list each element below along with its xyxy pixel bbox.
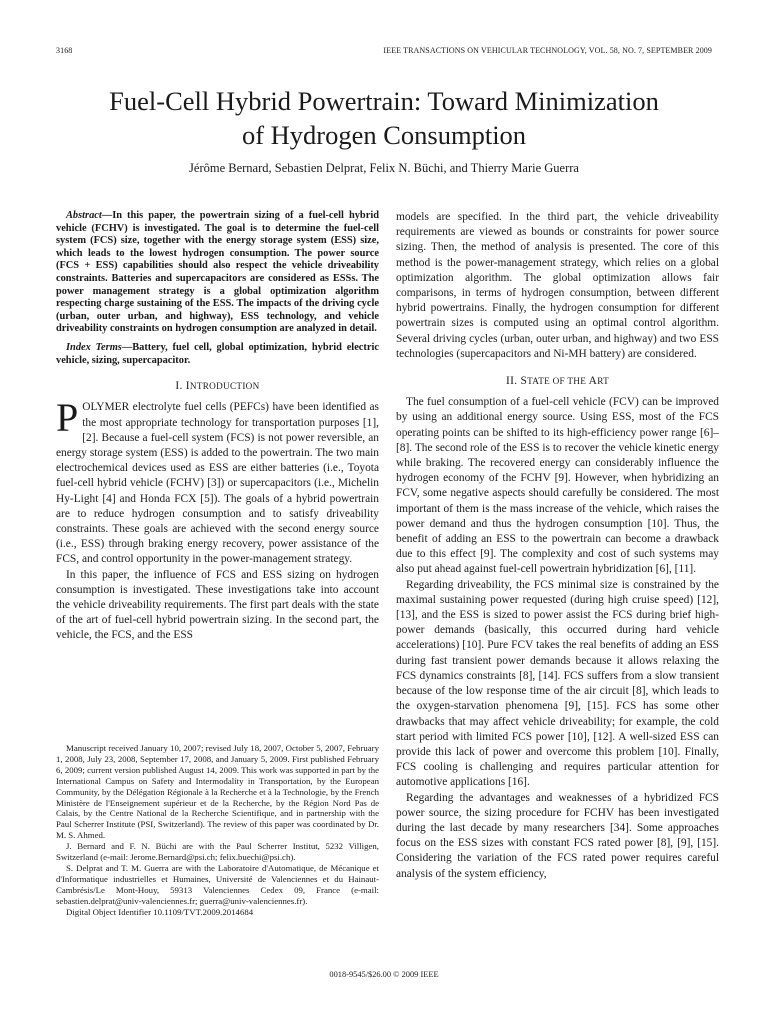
intro-paragraph-1: POLYMER electrolyte fuel cells (PEFCs) have been identified as the most appropriate technology for transportation purposes [1], [2]. Because a fuel-cell system (FCS) is not power reversible, an energy storage system (ESS) is added to the powertrain. The two main electrochemical devices used as ESS are either batteries (i.e., Toyota fuel-cell hybrid vehicle (FCHV) [3]) or supercapacitors (i.e., Michelin Hy-Light [4] and Honda FCX [5]). The goals of a hybrid powertrain are to reduce hydrogen consumption and to satisfy driveability constraints. These goals are achieved with the second energy source (i.e., ESS) through braking energy recovery, power assistance of the FCS, and control opportunity in the power-management strategy. bbox=[56, 395, 379, 566]
footnote-manuscript: Manuscript received January 10, 2007; revised July 18, 2007, October 5, 2007, February 1, 2008, July 23, 2008, September 17, 2008, and January 5, 2009. First published February 6, 2009; current version published August 14, 2009. This work was supported in part by the International Campus on Safety and Intermodality in Transportation, by the European Community, by the Délégation Régionale à la Recherche et à la Technologie, by the French Ministère de l'Enseignement supérieur et de la Recherche, by the Région Nord Pas de Calais, by the Centre National de la Recherche Scientifique, and in partnership with the Paul Scherrer Institute (PSI, Switzerland). The review of this paper was coordinated by Dr. M. S. Ahmed. bbox=[56, 743, 379, 841]
paper-title bbox=[40, 84, 728, 152]
left-column bbox=[56, 210, 379, 644]
section-heading-state-of-art: II. STATE OF THE ART bbox=[505, 375, 609, 388]
running-header: IEEE TRANSACTIONS ON VEHICULAR TECHNOLOGY, VOL. 58, NO. 7, SEPTEMBER 2009 bbox=[383, 46, 712, 55]
intro-paragraph-2: In this paper, the influence of FCS and ESS sizing on hydrogen consumption is investigated. These investigations take into account the vehicle driveability requirements. The first part deals with the state of the art of fuel-cell hybrid powertrain sizing. In the second part, the vehicle, the FCS, and the ESS bbox=[56, 568, 379, 642]
section-heading-introduction: I. INTRODUCTION bbox=[175, 380, 260, 393]
soa-paragraph-1: The fuel consumption of a fuel-cell vehicle (FCV) can be improved by using an additional energy source. Using ESS, most of the FCS operating points can be shifted to its high-efficiency power range [6]–[8]. The second role of the ESS is to recover the vehicle kinetic energy while braking. The recovered energy can considerably influence the hydrogen economy of the FCHV [9]. However, when hybridizing an FCV, some negative aspects should carefully be considered. The most important of them is the mass increase of the vehicle, which raises the power demand and thus the hydrogen consumption [10]. Thus, the benefit of adding an ESS to the powertrain can become a drawback due to this effect [9]. The complexity and cost of such systems may also put ahead against fuel-cell powertrain hybridization [6], [11]. bbox=[396, 396, 719, 576]
footnote-affiliation-1: J. Bernard and F. N. Büchi are with the Paul Scherrer Institut, 5232 Villigen, Switzerland (e-mail: Jerome.Bernard@psi.ch; felix.buechi@psi.ch). bbox=[56, 841, 379, 863]
abstract bbox=[56, 210, 379, 336]
title-line-2: of Hydrogen Consumption bbox=[241, 120, 527, 150]
author-list: Jérôme Bernard, Sebastien Delprat, Felix N. Büchi, and Thierry Marie Guerra bbox=[189, 161, 579, 175]
footnote-affiliation-2: S. Delprat and T. M. Guerra are with the Laboratoire d'Automatique, de Mécanique et d'Informatique industrielles et Humaines, Université de Valenciennes et du Hainaut-Cambrésis/Le Mont-Houy, 59313 Valenciennes Cedex 09, France (e-mail: sebastien.delprat@univ-valenciennes.fr; guerra@univ-valenciennes.fr). bbox=[56, 862, 379, 906]
footnote-doi: Digital Object Identifier 10.1109/TVT.2009.2014684 bbox=[66, 906, 254, 917]
footnotes bbox=[56, 743, 379, 918]
index-terms-lead: Index Terms bbox=[66, 341, 122, 353]
abstract-text: —In this paper, the powertrain sizing of a fuel-cell hybrid vehicle (FCHV) is investigated. The goal is to determine the fuel-cell system (FCS) size, together with the energy storage system (ESS) size, which leads to the lowest hydrogen consumption. The power source (FCS + ESS) capabilities should also respect the vehicle driveability constraints. Batteries and supercapacitors are considered as ESSs. The power management strategy is a global optimization algorithm respecting charge sustaining of the ESS. The impacts of the driving cycle (urban, outer urban, and highway), ESS technology, and vehicle driveability constraints on hydrogen consumption are analyzed in detail. bbox=[56, 210, 379, 335]
title-line-1: Fuel-Cell Hybrid Powertrain: Toward Minimization bbox=[109, 86, 659, 116]
index-terms bbox=[56, 342, 379, 367]
drop-cap: P bbox=[56, 395, 79, 441]
copyright-footer: 0018-9545/$26.00 © 2009 IEEE bbox=[329, 970, 439, 979]
right-column bbox=[396, 210, 719, 882]
soa-paragraph-2: Regarding driveability, the FCS minimal size is constrained by the maximal sustaining power requested (during high cruise speed) [12], [13], and the ESS is sized to power assist the FCS during brief high-power demands (basically, this occurred during hard vehicle accelerations) [10]. Pure FCV takes the real benefits of adding an ESS during fast transient power demands because it allows relaxing the FCS dynamics constraints [8], [14]. FCS suffers from a slow transient because of the low response time of the air circuit [8], which leads to the oxygen-starvation phenomena [9], [15]. FCS has some other drawbacks that may affect vehicle driveability; for example, the cold start period with limited FCS power [10], [12]. A well-sized ESS can provide this lack of power and overcome this problem [10]. Finally, FCS cooling is challenging and requires particular attention for automotive applications [16]. bbox=[396, 578, 719, 789]
index-terms-text: —Battery, fuel cell, global optimization, hybrid electric vehicle, sizing, supercapacitor. bbox=[56, 341, 379, 366]
intro-paragraph-continued: models are specified. In the third part, the vehicle driveability requirements are viewed as bounds or constraints for power source sizing. Then, the method of analysis is presented. The core of this method is the power-management strategy, which relies on a global optimization algorithm. The global optimization allows fair comparisons, in terms of hydrogen consumption, between different hybrid powertrains. Finally, the hydrogen consumption for different powertrain sizes is computed using an optimal control algorithm. Several driving cycles (urban, outer urban, and highway) and two ESS technologies (supercapacitors and Ni-MH battery) are considered. bbox=[396, 211, 719, 360]
page-number: 3168 bbox=[56, 46, 73, 55]
soa-paragraph-3: Regarding the advantages and weaknesses of a hybridized FCS power source, the sizing procedure for FCHV has been investigated during the last decade by many researchers [34]. Some approaches focus on the ESS sizes with constant FCS rated power [8], [9], [15]. Considering the variation of the FCS rated power requires careful analysis of the system efficiency, bbox=[396, 791, 719, 880]
abstract-lead: Abstract bbox=[66, 210, 102, 221]
